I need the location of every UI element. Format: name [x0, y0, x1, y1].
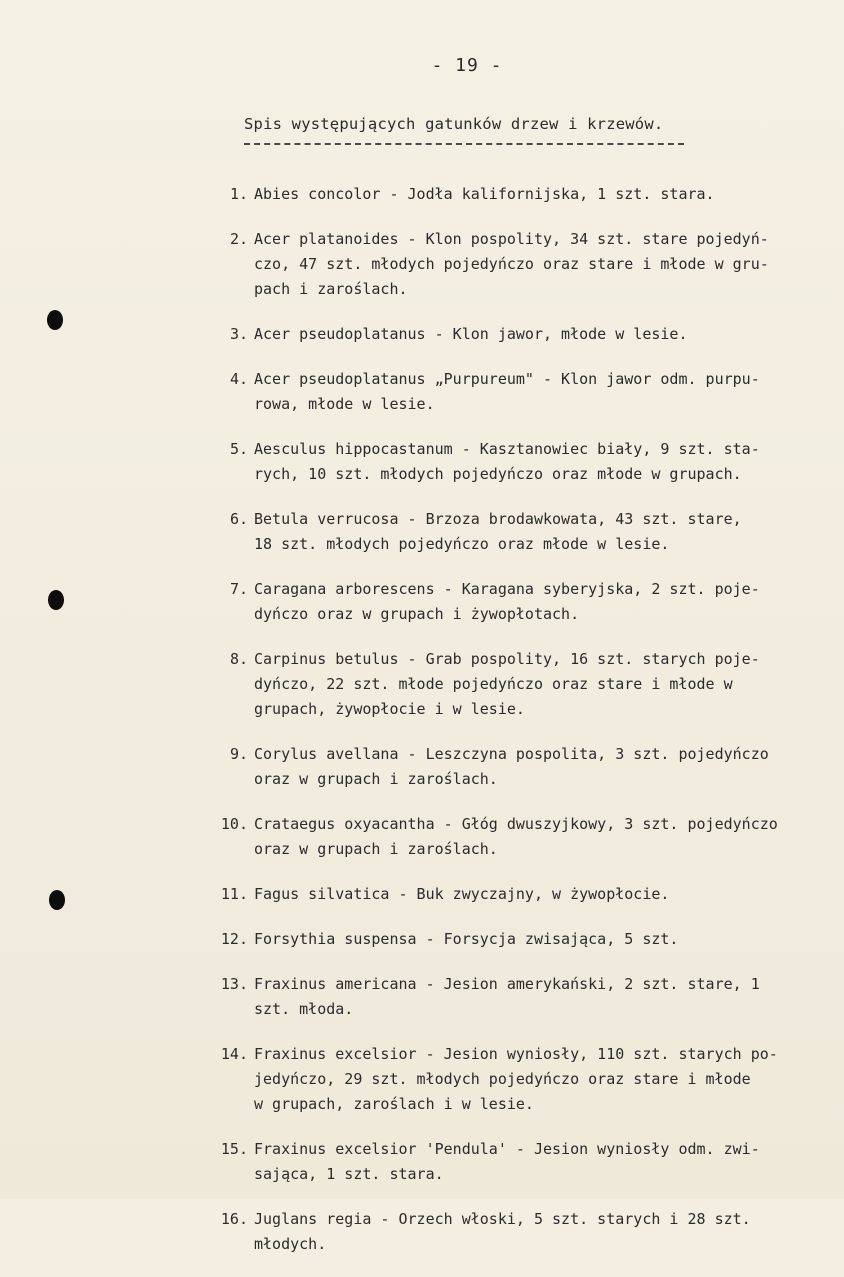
list-item-line: Juglans regia - Orzech włoski, 5 szt. starych i 28 szt. [254, 1210, 751, 1228]
list-item-line: Aesculus hippocastanum - Kasztanowiec biały, 9 szt. sta- [254, 440, 760, 458]
list-item [0, 322, 844, 347]
list-item-line: pach i zaroślach. [254, 280, 408, 298]
list-item-text [254, 182, 839, 207]
list-item [0, 742, 844, 792]
list-item-line: Acer pseudoplatanus „Purpureum" - Klon jawor odm. purpu- [254, 370, 760, 388]
list-item-text [254, 577, 839, 627]
list-item [0, 927, 844, 952]
list-item [0, 882, 844, 907]
list-item [0, 437, 844, 487]
list-item [0, 1042, 844, 1117]
list-item-line: w grupach, zaroślach i w lesie. [254, 1095, 534, 1113]
list-item-number: 14. [220, 1045, 248, 1063]
list-item [0, 647, 844, 722]
list-item-line: Fraxinus excelsior - Jesion wyniosły, 110 szt. starych po- [254, 1045, 778, 1063]
list-item-line: szt. młoda. [254, 1000, 354, 1018]
list-item-line: oraz w grupach i zaroślach. [254, 770, 498, 788]
list-item-line: Abies concolor - Jodła kalifornijska, 1 szt. stara. [254, 185, 715, 203]
list-item-line: Acer platanoides - Klon pospolity, 34 szt. stare pojedyń- [254, 230, 769, 248]
list-item-text [254, 742, 839, 792]
list-item-number: 4. [229, 370, 248, 388]
list-item-text [254, 972, 839, 1022]
list-item [0, 972, 844, 1022]
list-item [0, 182, 844, 207]
list-item-number: 6. [229, 510, 248, 528]
page-heading: Spis występujących gatunków drzew i krzewów. [244, 115, 664, 133]
list-item-number: 5. [229, 440, 248, 458]
list-item-line: oraz w grupach i zaroślach. [254, 840, 498, 858]
list-item [0, 577, 844, 627]
list-item-text [254, 507, 839, 557]
list-item-text [254, 1042, 839, 1117]
list-item-line: rowa, młode w lesie. [254, 395, 435, 413]
list-item-line: Acer pseudoplatanus - Klon jawor, młode w lesie. [254, 325, 688, 343]
list-item-line: grupach, żywopłocie i w lesie. [254, 700, 525, 718]
list-item-line: Betula verrucosa - Brzoza brodawkowata, 43 szt. stare, [254, 510, 742, 528]
list-item-number: 2. [229, 230, 248, 248]
list-item [0, 812, 844, 862]
page-number: - 19 - [431, 55, 503, 76]
list-item-line: 18 szt. młodych pojedyńczo oraz młode w lesie. [254, 535, 670, 553]
list-item-text [254, 882, 839, 907]
list-item-number: 7. [229, 580, 248, 598]
list-item-number: 8. [229, 650, 248, 668]
list-item-text [254, 227, 839, 302]
species-list [0, 182, 844, 1277]
list-item-line: dyńczo oraz w grupach i żywopłotach. [254, 605, 580, 623]
list-item-number: 12. [220, 930, 248, 948]
list-item-line: rych, 10 szt. młodych pojedyńczo oraz młode w grupach. [254, 465, 742, 483]
list-item-number: 10. [220, 815, 248, 833]
list-item-line: Caragana arborescens - Karagana syberyjska, 2 szt. poje- [254, 580, 760, 598]
list-item-line: jedyńczo, 29 szt. młodych pojedyńczo oraz stare i młode [254, 1070, 751, 1088]
list-item-line: młodych. [254, 1235, 327, 1253]
list-item-line: Carpinus betulus - Grab pospolity, 16 szt. starych poje- [254, 650, 760, 668]
list-item-line: sająca, 1 szt. stara. [254, 1165, 444, 1183]
list-item-line: Forsythia suspensa - Forsycja zwisająca, 5 szt. [254, 930, 679, 948]
list-item [0, 1207, 844, 1257]
list-item [0, 227, 844, 302]
list-item-text [254, 812, 839, 862]
heading-underline [244, 143, 684, 145]
list-item-number: 9. [229, 745, 248, 763]
list-item-line: Fraxinus americana - Jesion amerykański, 2 szt. stare, 1 [254, 975, 760, 993]
list-item-text [254, 927, 839, 952]
list-item-text [254, 367, 839, 417]
list-item-number: 11. [220, 885, 248, 903]
list-item-text [254, 1207, 839, 1257]
list-item-text [254, 437, 839, 487]
list-item-number: 3. [229, 325, 248, 343]
list-item-line: Corylus avellana - Leszczyna pospolita, 3 szt. pojedyńczo [254, 745, 769, 763]
list-item-line: czo, 47 szt. młodych pojedyńczo oraz stare i młode w gru- [254, 255, 769, 273]
list-item [0, 367, 844, 417]
list-item-text [254, 1137, 839, 1187]
list-item-text [254, 322, 839, 347]
list-item-line: Fraxinus excelsior 'Pendula' - Jesion wyniosły odm. zwi- [254, 1140, 760, 1158]
list-item-line: Crataegus oxyacantha - Głóg dwuszyjkowy, 3 szt. pojedyńczo [254, 815, 778, 833]
list-item-line: dyńczo, 22 szt. młode pojedyńczo oraz stare i młode w [254, 675, 733, 693]
list-item-number: 15. [220, 1140, 248, 1158]
list-item-number: 13. [220, 975, 248, 993]
list-item-text [254, 647, 839, 722]
list-item-number: 1. [229, 185, 248, 203]
list-item-number: 16. [220, 1210, 248, 1228]
list-item [0, 1137, 844, 1187]
list-item-line: Fagus silvatica - Buk zwyczajny, w żywopłocie. [254, 885, 670, 903]
list-item [0, 507, 844, 557]
